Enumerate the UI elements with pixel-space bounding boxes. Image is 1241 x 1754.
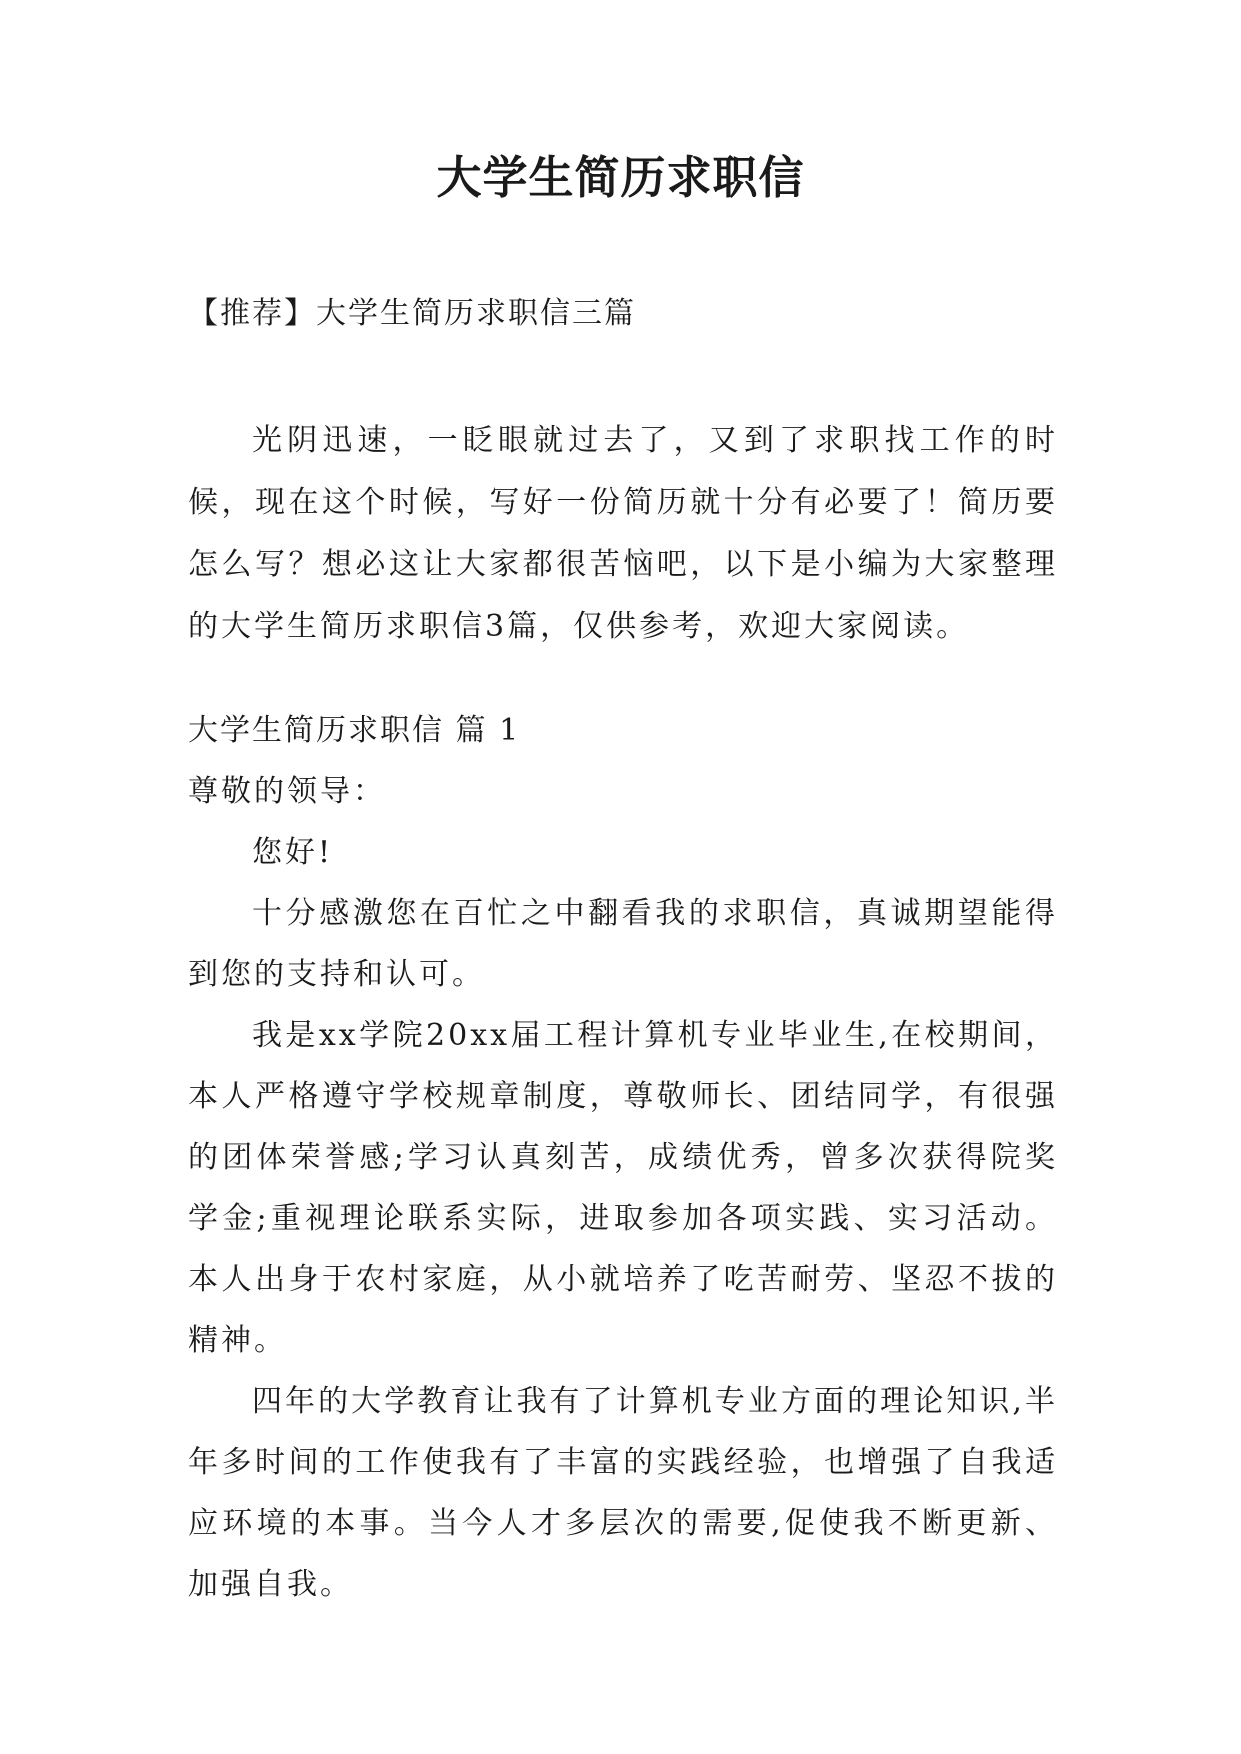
document-title: 大学生简历求职信: [436, 151, 805, 204]
body-paragraph: 四年的大学教育让我有了计算机专业方面的理论知识,半年多时间的工作使我有了丰富的实践经验，也增强了自我适应环境的本事。当今人才多层次的需要,促使我不断更新、加强自我。: [188, 1384, 1058, 1602]
section-heading: 大学生简历求职信 篇 1: [188, 713, 521, 748]
letter-section: [188, 700, 1058, 1615]
salutation: 尊敬的领导：: [188, 774, 386, 809]
body-paragraph: 十分感激您在百忙之中翻看我的求职信，真诚期望能得到您的支持和认可。: [188, 896, 1058, 992]
greeting: 您好!: [252, 835, 334, 870]
document-subtitle: 【推荐】大学生简历求职信三篇: [188, 296, 636, 331]
body-paragraph: 我是xx学院20xx届工程计算机专业毕业生,在校期间，本人严格遵守学校规章制度，尊敬师长、团结同学，有很强的团体荣誉感;学习认真刻苦，成绩优秀，曾多次获得院奖学金;重视理论联系实际，进取参加各项实践、实习活动。本人出身于农村家庭，从小就培养了吃苦耐劳、坚忍不拔的精神。: [188, 1018, 1058, 1358]
intro-paragraph: 光阴迅速，一眨眼就过去了，又到了求职找工作的时候，现在这个时候，写好一份简历就十分有必要了！简历要怎么写？想必这让大家都很苦恼吧，以下是小编为大家整理的大学生简历求职信3篇，仅供参考，欢迎大家阅读。: [188, 423, 1058, 644]
